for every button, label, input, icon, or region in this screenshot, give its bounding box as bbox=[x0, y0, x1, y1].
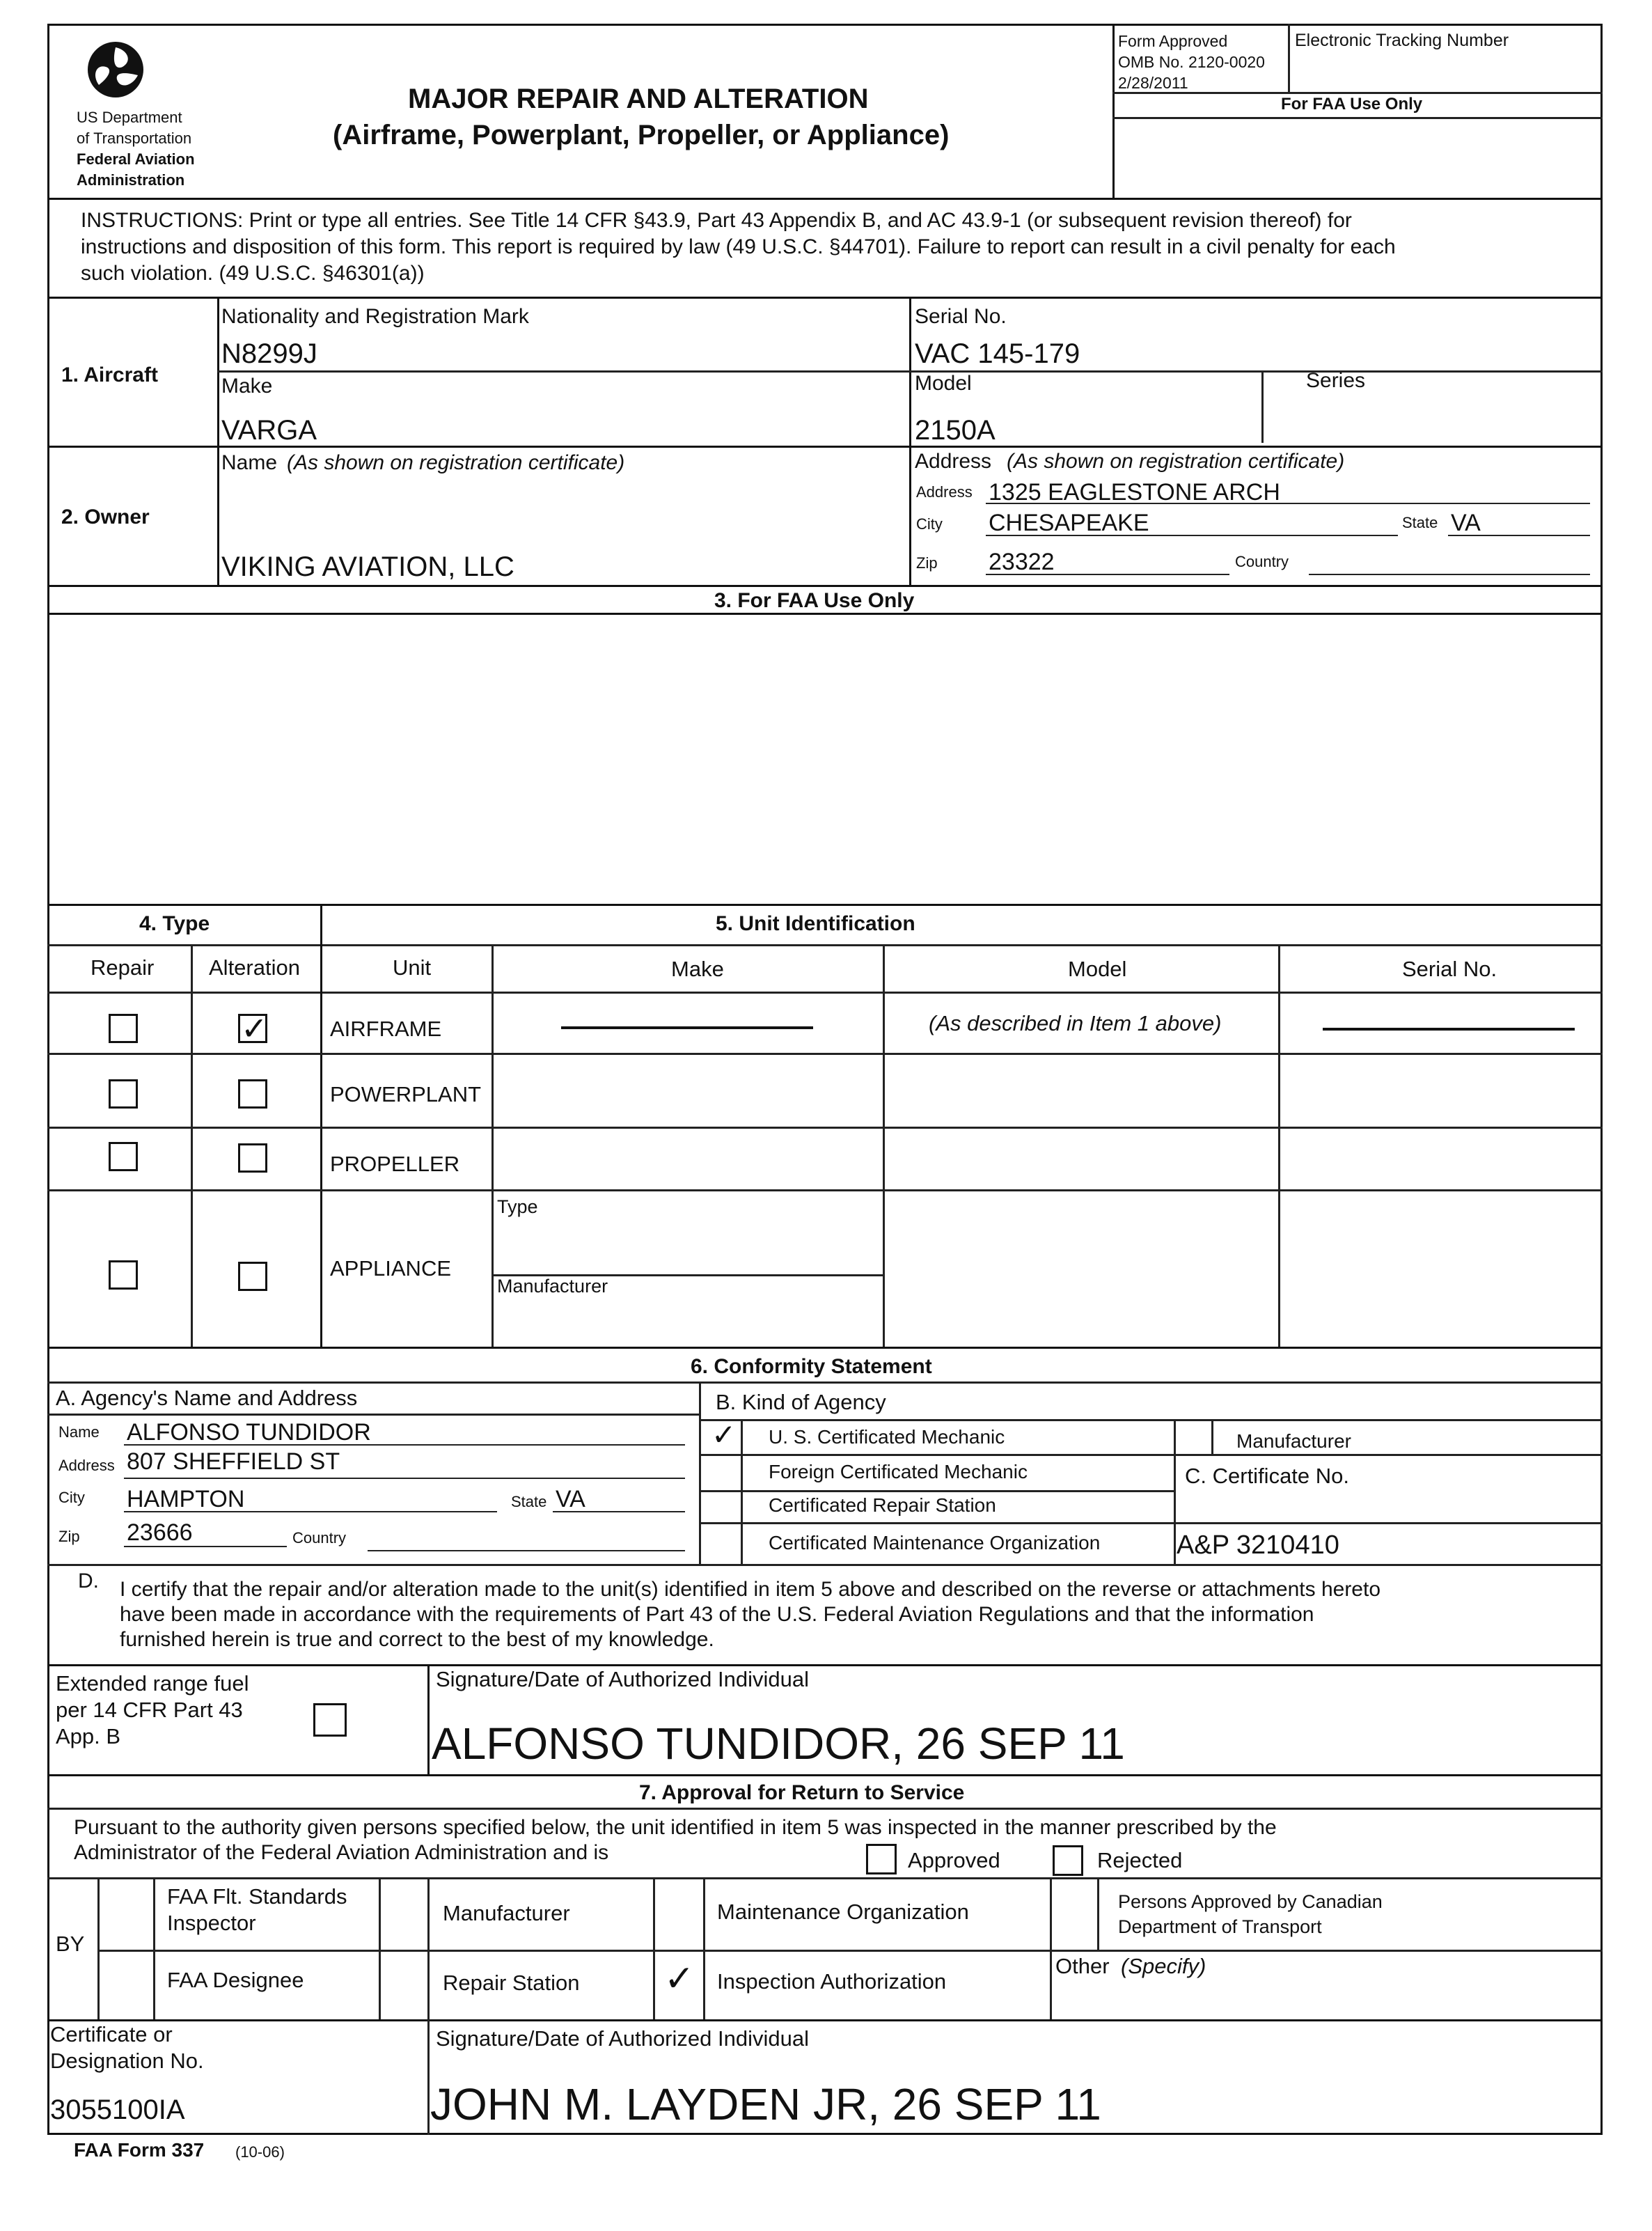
designation-value[interactable]: 3055100IA bbox=[50, 2095, 185, 2125]
maintenance-org-label: Maintenance Organization bbox=[717, 1900, 969, 1924]
owner-name-value[interactable]: VIKING AVIATION, LLC bbox=[221, 551, 514, 582]
hline-type-sub bbox=[47, 944, 1603, 946]
repair-checkbox-airframe[interactable] bbox=[109, 1014, 138, 1043]
conformity-signature-label: Signature/Date of Authorized Individual bbox=[436, 1667, 809, 1691]
make-label: Make bbox=[221, 375, 273, 398]
vline-aircraft-labelcol bbox=[217, 297, 219, 585]
alteration-checkbox-powerplant[interactable] bbox=[238, 1079, 267, 1109]
us-mechanic-checkmark[interactable]: ✓ bbox=[711, 1418, 737, 1451]
alteration-checkbox-appliance[interactable] bbox=[238, 1262, 267, 1291]
owner-state-label: State bbox=[1402, 514, 1438, 531]
owner-address-note: (As shown on registration certificate) bbox=[1007, 450, 1345, 473]
hline-row-2 bbox=[47, 1127, 1603, 1129]
certificate-no-label: C. Certificate No. bbox=[1185, 1464, 1350, 1488]
hline-extended-top bbox=[47, 1664, 1603, 1666]
hline-aircraft-top bbox=[47, 297, 1603, 299]
certify-line-2: have been made in accordance with the requirements of Part 43 of the U.S. Federal Aviation Regulations and that the information bbox=[120, 1603, 1314, 1626]
canadian-line-1: Persons Approved by Canadian bbox=[1118, 1891, 1383, 1912]
vline-by-2 bbox=[153, 1877, 155, 2019]
kind-us-mechanic: U. S. Certificated Mechanic bbox=[769, 1426, 1005, 1448]
make-col-header: Make bbox=[671, 957, 724, 981]
unit-appliance: APPLIANCE bbox=[330, 1256, 452, 1281]
agency-state-underline bbox=[553, 1511, 685, 1512]
vline-by-8 bbox=[1097, 1877, 1099, 1951]
instructions-line-3: such violation. (49 U.S.C. §46301(a)) bbox=[81, 262, 425, 285]
type-section-label: 4. Type bbox=[139, 912, 210, 935]
header-hline bbox=[1112, 92, 1603, 94]
repair-header: Repair bbox=[91, 955, 155, 980]
owner-section-label: 2. Owner bbox=[61, 506, 150, 529]
serial-col-header: Serial No. bbox=[1402, 957, 1497, 981]
repair-checkbox-powerplant[interactable] bbox=[109, 1079, 138, 1109]
certify-letter: D. bbox=[78, 1569, 99, 1592]
inspection-auth-checkmark[interactable]: ✓ bbox=[664, 1959, 695, 1999]
unit-propeller: PROPELLER bbox=[330, 1152, 460, 1176]
hline-row-1 bbox=[47, 1053, 1603, 1055]
vline-by-6 bbox=[703, 1877, 705, 2019]
inspection-auth-label: Inspection Authorization bbox=[717, 1969, 947, 1994]
owner-country-label: Country bbox=[1235, 553, 1289, 570]
owner-city-value[interactable]: CHESAPEAKE bbox=[989, 510, 1149, 536]
faa-inspector-line-2: Inspector bbox=[167, 1911, 256, 1935]
faa-use-only-header: For FAA Use Only bbox=[1281, 95, 1423, 113]
hline-conformity-top bbox=[47, 1347, 1603, 1349]
header-divider-2 bbox=[1288, 24, 1290, 93]
agency-zip-value[interactable]: 23666 bbox=[127, 1519, 193, 1546]
header-divider bbox=[1112, 24, 1115, 198]
agency-name-label: Name bbox=[58, 1423, 100, 1441]
aircraft-section-label: 1. Aircraft bbox=[61, 363, 158, 386]
form-revision: (10-06) bbox=[235, 2143, 285, 2161]
certify-line-3: furnished herein is true and correct to the best of my knowledge. bbox=[120, 1628, 714, 1651]
hline-certify-top bbox=[47, 1564, 1603, 1566]
owner-name-label: Name bbox=[221, 451, 278, 474]
form-approved-3: 2/28/2011 bbox=[1118, 74, 1188, 92]
owner-state-value[interactable]: VA bbox=[1451, 510, 1481, 536]
vline-model bbox=[1278, 944, 1280, 1347]
hline-instructions-top bbox=[47, 198, 1603, 200]
agency-zip-label: Zip bbox=[58, 1528, 80, 1545]
agency-city-value[interactable]: HAMPTON bbox=[127, 1486, 245, 1512]
hline-by-mid bbox=[97, 1950, 1603, 1952]
form-approved-1: Form Approved bbox=[1118, 32, 1228, 50]
repair-station-label: Repair Station bbox=[443, 1971, 580, 1995]
owner-city-underline bbox=[986, 535, 1398, 536]
alteration-checkbox-propeller[interactable] bbox=[238, 1143, 267, 1173]
owner-name-note: (As shown on registration certificate) bbox=[287, 451, 625, 474]
agency-name-value[interactable]: ALFONSO TUNDIDOR bbox=[127, 1419, 371, 1446]
approval-signature-value[interactable]: JOHN M. LAYDEN JR, 26 SEP 11 bbox=[430, 2079, 1101, 2129]
vline-aircraft-mid bbox=[909, 297, 911, 585]
vline-by-4 bbox=[427, 1877, 430, 2019]
certify-line-1: I certify that the repair and/or alteration made to the unit(s) identified in item 5 above and described on the reverse or attachments hereto bbox=[120, 1578, 1381, 1601]
tracking-number-field[interactable] bbox=[1115, 120, 1600, 196]
instructions-line-2: instructions and disposition of this form. This report is required by law (49 U.S.C. §44701). Failure to report can result in a civil penalty for each bbox=[81, 235, 1396, 258]
agency-state-label: State bbox=[511, 1493, 547, 1510]
model-label: Model bbox=[915, 372, 972, 395]
faa-use-section-label: 3. For FAA Use Only bbox=[714, 589, 915, 612]
hline-unit-header bbox=[47, 992, 1603, 994]
repair-checkbox-propeller[interactable] bbox=[109, 1142, 138, 1171]
hline-by-top bbox=[47, 1877, 1603, 1879]
hline-approval-sub bbox=[47, 1808, 1603, 1810]
manufacturer-label: Manufacturer bbox=[1236, 1430, 1351, 1452]
approval-text-line-1: Pursuant to the authority given persons specified below, the unit identified in item 5 was inspected in the manner prescribed by the bbox=[74, 1816, 1277, 1839]
hline-kind-3 bbox=[699, 1522, 1603, 1524]
owner-city-label: City bbox=[916, 515, 943, 533]
vline-by-1 bbox=[97, 1877, 100, 2019]
manufacturer-approval-label: Manufacturer bbox=[443, 1901, 570, 1925]
appliance-type-label: Type bbox=[497, 1196, 538, 1217]
vline-extended bbox=[427, 1664, 430, 1774]
approval-section-label: 7. Approval for Return to Service bbox=[639, 1781, 965, 1804]
other-label: Other bbox=[1055, 1954, 1110, 1978]
agency-name-underline bbox=[124, 1444, 685, 1446]
form-number: FAA Form 337 bbox=[74, 2139, 205, 2161]
approval-text-line-2: Administrator of the Federal Aviation Administration and is bbox=[74, 1841, 609, 1864]
kind-foreign-mechanic: Foreign Certificated Mechanic bbox=[769, 1461, 1028, 1482]
owner-address-label: Address bbox=[915, 450, 992, 473]
extended-range-line-1: Extended range fuel bbox=[56, 1671, 249, 1696]
vline-unit bbox=[491, 944, 494, 1347]
extended-range-line-3: App. B bbox=[56, 1724, 121, 1748]
rejected-checkbox[interactable] bbox=[1053, 1845, 1083, 1876]
alteration-header: Alteration bbox=[209, 955, 300, 980]
vline-alteration bbox=[320, 904, 322, 1347]
vline-by-5 bbox=[653, 1877, 655, 2019]
owner-zip-value[interactable]: 23322 bbox=[989, 549, 1055, 575]
form-approved-2: OMB No. 2120-0020 bbox=[1118, 53, 1265, 71]
agency-country-label: Country bbox=[292, 1529, 347, 1547]
vline-by-3 bbox=[379, 1877, 381, 2019]
agency-line-3: Federal Aviation bbox=[77, 150, 195, 168]
vline-manufacturer-box bbox=[1211, 1419, 1213, 1454]
airframe-model-note: (As described in Item 1 above) bbox=[929, 1011, 1222, 1035]
hline-kind-header bbox=[699, 1419, 1603, 1421]
kind-repair-station: Certificated Repair Station bbox=[769, 1494, 996, 1516]
conformity-signature-value[interactable]: ALFONSO TUNDIDOR, 26 SEP 11 bbox=[432, 1719, 1125, 1769]
agency-state-value[interactable]: VA bbox=[556, 1486, 585, 1512]
hline-faa-sub bbox=[47, 613, 1603, 615]
by-label: BY bbox=[56, 1932, 85, 1956]
faa-use-area bbox=[50, 616, 1600, 902]
tracking-number-label: Electronic Tracking Number bbox=[1295, 31, 1509, 50]
hline-agency-header bbox=[47, 1414, 699, 1416]
agency-city-label: City bbox=[58, 1489, 85, 1506]
form-subtitle: (Airframe, Powerplant, Propeller, or Appliance) bbox=[333, 120, 950, 150]
conformity-section-label: 6. Conformity Statement bbox=[691, 1355, 932, 1378]
dot-logo bbox=[86, 40, 145, 99]
agency-line-2: of Transportation bbox=[77, 130, 192, 147]
hline-owner-top bbox=[47, 446, 1603, 448]
nationality-value[interactable]: N8299J bbox=[221, 338, 317, 369]
airframe-serial-dash bbox=[1323, 1028, 1575, 1031]
owner-address-value[interactable]: 1325 EAGLESTONE ARCH bbox=[989, 479, 1280, 506]
hline-conformity-sub bbox=[47, 1381, 1603, 1384]
hline-approval-top bbox=[47, 1774, 1603, 1776]
faa-designee-label: FAA Designee bbox=[167, 1968, 304, 1992]
owner-address-line-label: Address bbox=[916, 483, 973, 501]
owner-zip-underline bbox=[986, 574, 1229, 575]
agency-line-1: US Department bbox=[77, 109, 182, 126]
approved-checkbox[interactable] bbox=[866, 1844, 897, 1874]
agency-address-label: Address bbox=[58, 1457, 115, 1474]
extended-range-line-2: per 14 CFR Part 43 bbox=[56, 1698, 243, 1722]
unit-powerplant: POWERPLANT bbox=[330, 1082, 482, 1106]
approved-label: Approved bbox=[908, 1848, 1000, 1872]
serial-value[interactable]: VAC 145-179 bbox=[915, 338, 1080, 369]
unit-col-header: Unit bbox=[393, 955, 432, 980]
vline-signature bbox=[427, 2019, 430, 2135]
owner-state-underline bbox=[1448, 535, 1590, 536]
model-col-header: Model bbox=[1068, 957, 1127, 981]
airframe-alteration-checkmark: ✓ bbox=[241, 1010, 268, 1047]
appliance-manufacturer-label: Manufacturer bbox=[497, 1276, 608, 1297]
agency-address-underline bbox=[124, 1478, 685, 1479]
hline-row-3 bbox=[47, 1189, 1603, 1191]
kind-maintenance-org: Certificated Maintenance Organization bbox=[769, 1532, 1101, 1553]
hline-aircraft-mid bbox=[217, 370, 1603, 373]
faa-inspector-line-1: FAA Flt. Standards bbox=[167, 1884, 347, 1909]
model-value[interactable]: 2150A bbox=[915, 415, 996, 446]
designation-label-1: Certificate or bbox=[50, 2022, 173, 2046]
hline-signature-top bbox=[47, 2019, 1603, 2021]
canadian-line-2: Department of Transport bbox=[1118, 1916, 1322, 1937]
extended-range-checkbox[interactable] bbox=[313, 1703, 347, 1737]
vline-repair bbox=[191, 944, 193, 1347]
designation-label-2: Designation No. bbox=[50, 2049, 204, 2073]
owner-country-underline bbox=[1309, 574, 1590, 575]
vline-make bbox=[883, 944, 885, 1347]
owner-address-underline bbox=[986, 503, 1590, 504]
vline-by-7 bbox=[1050, 1877, 1052, 2019]
agency-city-underline bbox=[124, 1511, 497, 1512]
repair-checkbox-appliance[interactable] bbox=[109, 1260, 138, 1290]
owner-zip-label: Zip bbox=[916, 554, 938, 572]
hline-type-top bbox=[47, 904, 1603, 906]
instructions-line-1: INSTRUCTIONS: Print or type all entries. See Title 14 CFR §43.9, Part 43 Appendix B, and AC 43.9-1 (or subsequent revision thereof) for bbox=[81, 209, 1352, 232]
approval-signature-label: Signature/Date of Authorized Individual bbox=[436, 2026, 809, 2051]
vline-conformity-mid bbox=[699, 1381, 701, 1564]
other-note: (Specify) bbox=[1121, 1954, 1206, 1978]
agency-address-value[interactable]: 807 SHEFFIELD ST bbox=[127, 1448, 340, 1475]
hline-kind-2 bbox=[699, 1490, 1174, 1492]
serial-label: Serial No. bbox=[915, 305, 1007, 328]
agency-zip-underline bbox=[124, 1546, 287, 1547]
unit-section-label: 5. Unit Identification bbox=[716, 912, 915, 935]
airframe-make-dash bbox=[561, 1026, 813, 1029]
dot-logo-icon bbox=[86, 40, 145, 99]
header-hline-2 bbox=[1112, 117, 1603, 119]
vline-series bbox=[1261, 370, 1264, 443]
hline-kind-1 bbox=[699, 1454, 1603, 1456]
agency-country-underline bbox=[368, 1550, 685, 1551]
hline-faa-top bbox=[47, 585, 1603, 587]
rejected-label: Rejected bbox=[1097, 1848, 1183, 1872]
kind-of-agency-header: B. Kind of Agency bbox=[716, 1390, 886, 1414]
unit-airframe: AIRFRAME bbox=[330, 1017, 442, 1041]
agency-name-header: A. Agency's Name and Address bbox=[56, 1386, 358, 1410]
make-value[interactable]: VARGA bbox=[221, 415, 317, 446]
series-label: Series bbox=[1306, 369, 1366, 392]
form-title: MAJOR REPAIR AND ALTERATION bbox=[408, 84, 869, 114]
certificate-no-value[interactable]: A&P 3210410 bbox=[1177, 1531, 1339, 1560]
vline-kind-right bbox=[1174, 1419, 1176, 1564]
nationality-label: Nationality and Registration Mark bbox=[221, 305, 529, 328]
agency-line-4: Administration bbox=[77, 171, 185, 189]
